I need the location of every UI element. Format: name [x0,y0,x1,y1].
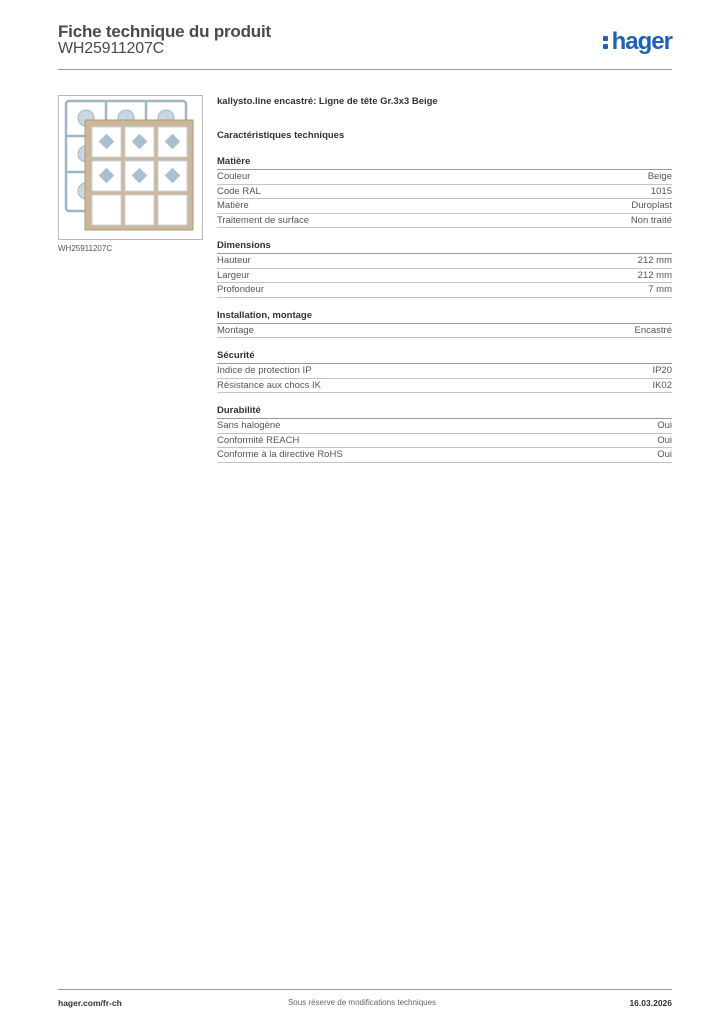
spec-value: 212 mm [637,255,672,266]
product-description: kallysto.line encastré: Ligne de tête Gr.3x3 Beige [217,96,438,107]
spec-group-durabilite [217,405,672,463]
document-title: Fiche technique du produit [58,22,271,41]
spec-label: Code RAL [217,185,261,197]
spec-value: Oui [657,420,672,431]
spec-row [217,185,672,200]
spec-value: 1015 [650,185,672,197]
spec-label: Profondeur [217,284,265,295]
footer-website-link[interactable]: hager.com/fr-ch [58,998,122,1008]
spec-label: Largeur [217,269,250,281]
spec-group-matiere [217,156,672,228]
footer-divider [58,989,672,990]
product-image [58,95,203,240]
spec-label: Matière [217,200,249,211]
spec-row [217,283,672,298]
spec-label: Conformité REACH [217,434,300,446]
spec-group-securite [217,350,672,393]
spec-label: Couleur [217,171,251,182]
spec-value: Duroplast [631,200,672,211]
spec-row [217,379,672,394]
spec-content [217,96,672,463]
logo-text: hager [611,28,672,55]
spec-row [217,419,672,434]
hager-logo [603,24,672,60]
frame-illustration [59,96,202,239]
spec-value: 212 mm [637,269,672,281]
group-title: Durabilité [217,405,672,419]
spec-row [217,199,672,214]
group-title: Dimensions [217,240,672,254]
spec-value: Oui [657,434,672,446]
spec-row [217,269,672,284]
spec-value: IP20 [652,365,672,376]
page-header [58,20,672,70]
spec-row [217,434,672,449]
spec-label: Résistance aux chocs IK [217,379,322,391]
footer-disclaimer: Sous réserve de modifications techniques [287,998,437,1007]
group-title: Installation, montage [217,310,672,324]
section-heading: Caractéristiques techniques [217,130,345,141]
spec-group-dimensions [217,240,672,298]
spec-value: Encastré [634,324,672,336]
spec-value: Non traité [630,214,672,226]
spec-label: Hauteur [217,255,251,266]
spec-value: IK02 [652,379,672,391]
group-title: Sécurité [217,350,672,364]
spec-group-installation [217,310,672,339]
spec-row [217,214,672,229]
spec-row [217,170,672,185]
footer-date: 16.03.2026 [629,998,672,1008]
spec-value: Oui [657,449,672,460]
spec-row [217,448,672,463]
image-caption: WH25911207C [58,244,113,253]
spec-value: 7 mm [648,284,672,295]
spec-label: Sans halogène [217,420,281,431]
spec-label: Traitement de surface [217,214,310,226]
spec-row [217,364,672,379]
header-divider [58,69,672,70]
group-title: Matière [217,156,672,170]
spec-row [217,324,672,339]
logo-colon-icon [603,34,610,50]
product-reference: WH25911207C [58,40,165,57]
spec-label: Conforme à la directive RoHS [217,449,343,460]
spec-row [217,254,672,269]
spec-label: Montage [217,324,254,336]
spec-value: Beige [647,171,672,182]
spec-label: Indice de protection IP [217,365,312,376]
